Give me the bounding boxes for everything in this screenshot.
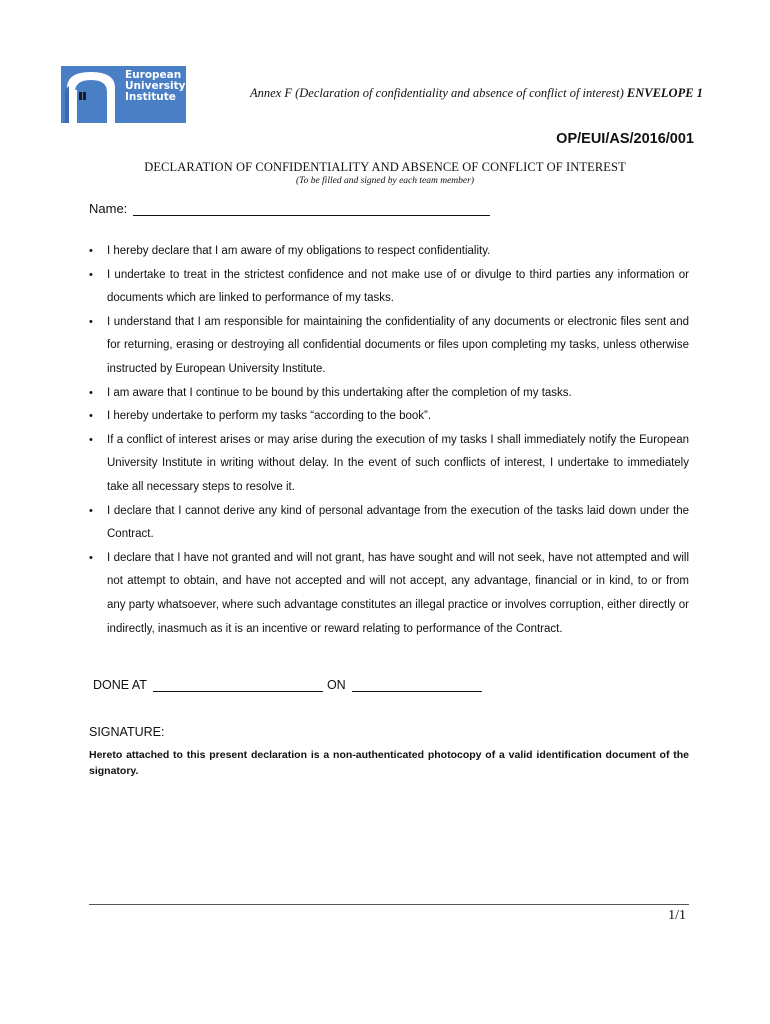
annex-text: Annex F (Declaration of confidentiality and absence of conflict of interest) (250, 86, 627, 100)
on-label: ON (326, 678, 346, 692)
bullet-icon: • (89, 245, 93, 257)
page-number: 1/1 (668, 908, 686, 923)
document-subtitle: (To be filled and signed by each team member) (296, 176, 474, 186)
attached-note: Hereto attached to this present declaration is a non-authenticated photocopy of a valid identification document of the signatory. (89, 749, 689, 777)
bullet-icon: • (89, 433, 93, 446)
declaration-list (89, 240, 689, 641)
list-item: • I understand that I am responsible for maintaining the confidentiality of any documents or electronic files sent and for returning, erasing or destroying all confidential documents or files upon completing my tasks, unless otherwise instructed by European University Institute. (89, 311, 689, 382)
list-item: • I hereby declare that I am aware of my obligations to respect confidentiality. (89, 240, 689, 264)
annex-envelope: ENVELOPE 1 (626, 86, 703, 100)
name-row (89, 201, 490, 216)
list-item: • I declare that I cannot derive any kind of personal advantage from the execution of the tasks laid down under the Contract. (89, 500, 689, 547)
bullet-icon: • (89, 504, 93, 517)
done-at-field[interactable] (153, 678, 323, 692)
document-title: DECLARATION OF CONFIDENTIALITY AND ABSENCE OF CONFLICT OF INTEREST (144, 160, 626, 174)
date-field[interactable] (352, 678, 482, 692)
bullet-icon: • (89, 315, 93, 328)
list-item: • I undertake to treat in the strictest confidence and not make use of or divulge to third parties any information or documents which are linked to performance of my tasks. (89, 264, 689, 311)
logo-text: European University Institute (125, 69, 186, 103)
name-label: Name: (89, 201, 128, 216)
bullet-icon: • (89, 551, 93, 564)
list-item: • If a conflict of interest arises or may arise during the execution of my tasks I shall immediately notify the European University Institute in writing without delay. In the event of such conflicts of interest, I undertake to immediately take all necessary steps to resolve it. (89, 429, 689, 500)
eui-logo (61, 66, 186, 123)
footer-divider (89, 904, 689, 905)
done-at-row (93, 678, 482, 692)
done-at-label: DONE AT (93, 678, 147, 692)
list-item: • I declare that I have not granted and will not grant, has have sought and will not seek, have not attempted and will not attempt to obtain, and have not accepted and will not accept, any advantage, financial or in kind, to or from any party whatsoever, where such advantage constitutes an illegal practice or involves corruption, either directly or indirectly, inasmuch as it is an incentive or reward relating to performance of the Contract. (89, 547, 689, 641)
list-item: • I am aware that I continue to be bound by this undertaking after the completion of my tasks. (89, 382, 689, 406)
signature-label: SIGNATURE: (89, 725, 165, 739)
bullet-icon: • (89, 386, 93, 399)
list-item: • I hereby undertake to perform my tasks “according to the book”. (89, 405, 689, 429)
reference-number: OP/EUI/AS/2016/001 (556, 131, 694, 147)
name-field[interactable] (133, 202, 490, 216)
bullet-icon: • (89, 410, 93, 423)
bullet-icon: • (89, 268, 93, 281)
annex-heading (250, 86, 710, 101)
